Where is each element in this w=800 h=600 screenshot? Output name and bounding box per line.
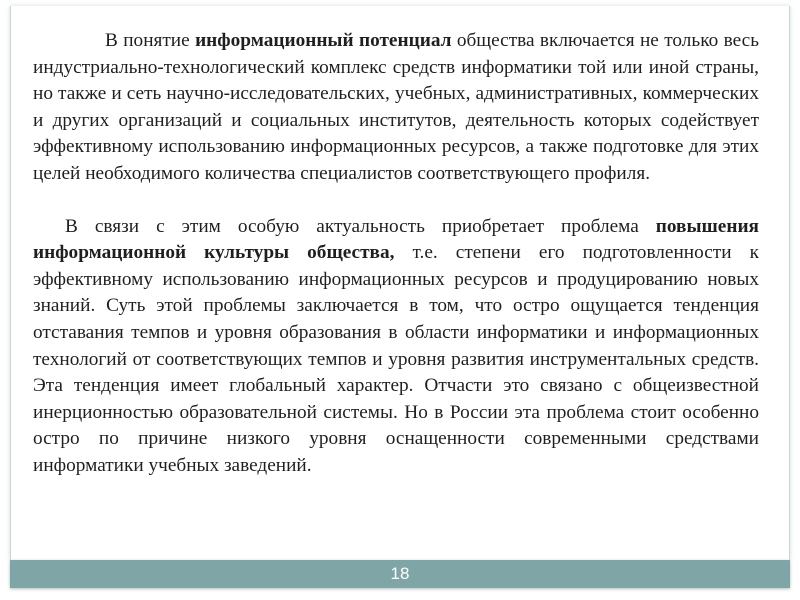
slide-content [10,6,790,560]
paragraph-information-potential [33,28,759,188]
paragraph1-text-rest: общества включается не только весь индустриально-технологический комплекс средств информатики той или иной страны, но также и сеть научно-исследовательских, учебных, административных, коммерческих и других организаций и социальных институтов, деятельность которых содействует эффективному использованию информационных ресурсов, а также подготовке для этих целей необходимого количества специалистов соответствующего профиля. [33,30,759,184]
paragraph-information-culture [33,214,759,480]
term-information-potential: информационный потенциал [195,30,452,51]
paragraph2-text-start: В связи с этим особую актуальность приобретает проблема [65,215,656,237]
paragraph2-text-rest: т.е. степени его подготовленности к эффективному использованию информационных ресурсов и продуцированию новых знаний. Суть этой проблемы заключается в том, что остро ощущается тенденция отставания темпов и уровня образования в области информатики и информационных технологий от соответствующих темпов и уровня развития инструментальных средств. Эта тенденция имеет глобальный характер. Отчасти это связано с общеизвестной инерционностью образовательной системы. Но в России эта проблема стоит особенно остро по причине низкого уровня оснащенности современными средствами информатики учебных заведений. [33,242,759,476]
term-information-culture: повышения информационной культуры общества, [33,215,759,264]
footer-bar [10,560,790,588]
page-number: 18 [390,564,410,583]
paragraph1-text-start: В понятие [105,30,196,51]
